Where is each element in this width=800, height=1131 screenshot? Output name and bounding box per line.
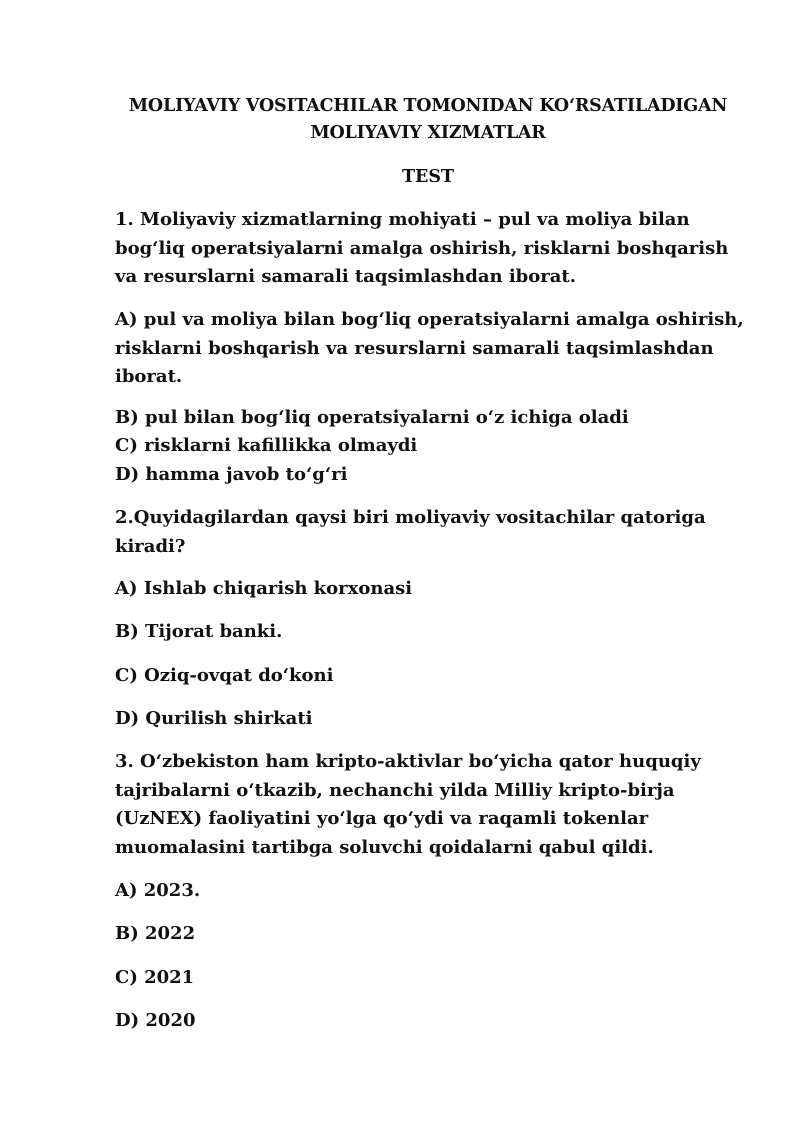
question-3-option-b: B) 2022 — [115, 923, 196, 944]
question-2-option-b: B) Tijorat banki. — [115, 621, 283, 642]
question-1-option-a: A) pul va moliya bilan bogʻliq operatsiyalarni amalga oshirish, risklarni boshqarish va resurslarni samarali taqsimlashdan iborat. — [115, 309, 744, 387]
question-1-option-c: C) risklarni kafillikka olmaydi — [115, 435, 418, 456]
question-2-option-a: A) Ishlab chiqarish korxonasi — [115, 578, 413, 599]
question-3-option-d: D) 2020 — [115, 1010, 196, 1031]
question-2-option-c: C) Oziq-ovqat doʻkoni — [115, 665, 334, 686]
question-1-option-d: D) hamma javob toʻgʻri — [115, 464, 348, 485]
question-1-option-b: B) pul bilan bogʻliq operatsiyalarni oʻz ichiga oladi — [115, 407, 629, 428]
question-1-text: 1. Moliyaviy xizmatlarning mohiyati – pul va moliya bilan bogʻliq operatsiyalarni amalga oshirish, risklarni boshqarish va resurslarni samarali taqsimlashdan iborat. — [115, 209, 729, 287]
question-2-option-d: D) Qurilish shirkati — [115, 708, 313, 729]
document-title — [100, 93, 756, 147]
document-subtitle: TEST — [401, 167, 455, 187]
question-3-option-c: C) 2021 — [115, 967, 195, 988]
document-title-line-1: MOLIYAVIY VOSITACHILAR TOMONIDAN KOʻRSATILADIGAN — [128, 96, 728, 116]
question-3-text: 3. Oʻzbekiston ham kripto-aktivlar boʻyicha qator huquqiy tajribalarni oʻtkazib, nechanchi yilda Milliy kripto-birja (UzNEX) faoliyatini yoʻlga qoʻydi va raqamli tokenlar muomalasini tartibga soluvchi qoidalarni qabul qildi. — [115, 751, 701, 858]
document-title-line-2: MOLIYAVIY XIZMATLAR — [310, 123, 546, 143]
question-2-text: 2.Quyidagilardan qaysi biri moliyaviy vositachilar qatoriga kiradi? — [115, 507, 706, 557]
question-3-option-a: A) 2023. — [115, 880, 201, 901]
